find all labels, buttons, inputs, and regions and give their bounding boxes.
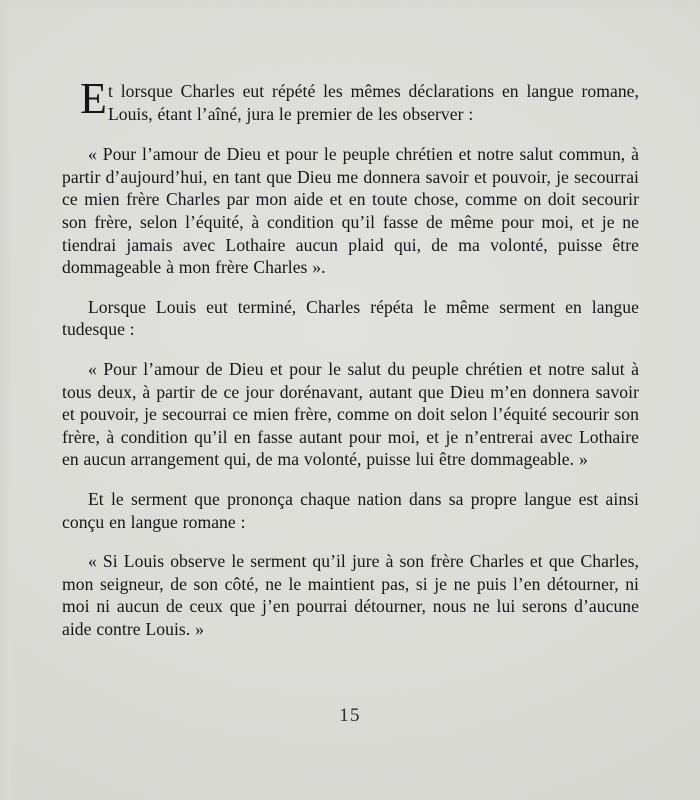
paragraph-oath-louis: « Pour l’amour de Dieu et pour le peuple chrétien et notre salut commun, à partir d’aujourd’hui, en tant que Dieu me donnera savoir et pouvoir, je secourrai ce mien frère Charles par mon aide et en toute chose, comme on doit secourir son frère, selon l’équité, à condition qu’il fasse de même pour moi, et je ne tiendrai jamais avec Lothaire aucun plaid qui, de ma volonté, puisse être dommageable à mon frère Charles ». bbox=[62, 144, 639, 278]
paragraph-opening bbox=[62, 74, 639, 125]
drop-cap-initial: E bbox=[80, 74, 107, 123]
paragraph-oath-charles: « Pour l’amour de Dieu et pour le salut du peuple chrétien et notre salut à tous deux, à partir de ce jour dorénavant, autant que Dieu m’en donnera savoir et pouvoir, je secourrai ce mien frère, comme on doit selon l’équité secourir son frère, à condition qu’il en fasse autant pour moi, et je n’entrerai avec Lothaire en aucun arrangement qui, de ma volonté, puisse lui être dommageable. » bbox=[62, 358, 639, 470]
text-column bbox=[62, 74, 639, 640]
paragraph-narration-nations: Et le serment que prononça chaque nation dans sa propre langue est ainsi conçu en langue romane : bbox=[62, 488, 639, 532]
paragraph-text: t lorsque Charles eut répété les mêmes déclarations en langue romane, Louis, étant l’aîné, jura le premier de les observer : bbox=[107, 81, 639, 124]
page-top-edge-shadow bbox=[0, 0, 700, 10]
page-number: 15 bbox=[339, 705, 361, 726]
page-left-edge-shadow bbox=[0, 0, 13, 800]
paragraph-oath-nations: « Si Louis observe le serment qu’il jure à son frère Charles et que Charles, mon seigneur, de son côté, ne le maintient pas, si je ne puis l’en détourner, ni moi ni aucun de ceux que j’en pourrai détourner, nous ne lui serons d’aucune aide contre Louis. » bbox=[62, 551, 639, 639]
paragraph-narration-charles: Lorsque Louis eut terminé, Charles répéta le même serment en langue tudesque : bbox=[62, 296, 639, 340]
